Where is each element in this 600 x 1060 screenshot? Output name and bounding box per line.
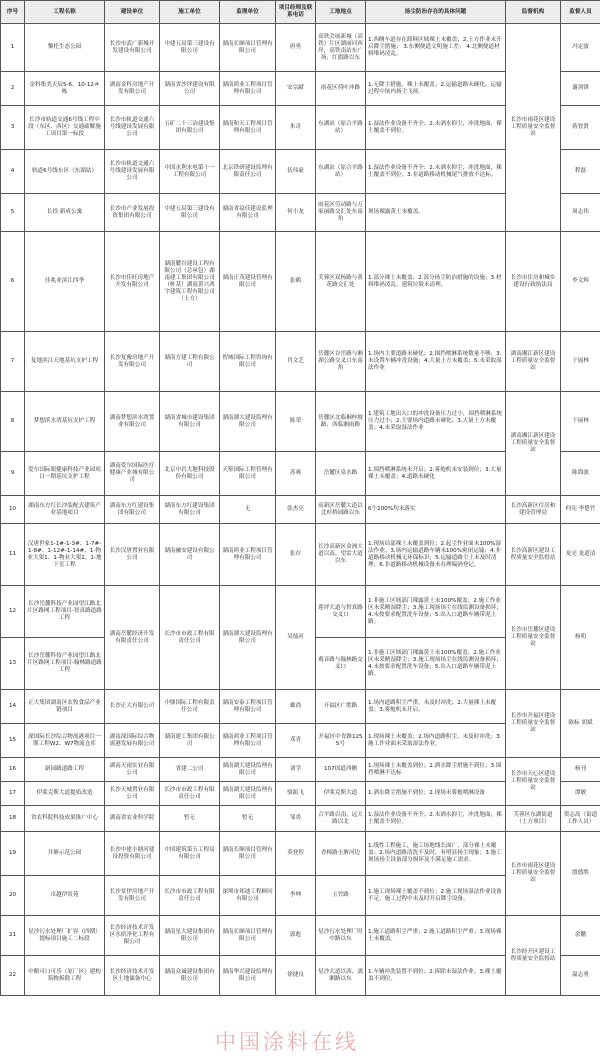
row-no: 16 <box>1 758 25 782</box>
builder: 长沙景伊房地产开发有限公司 <box>105 876 160 916</box>
supervisor: 湖南安泰工程项目管理有限公司 <box>220 690 276 724</box>
project-name: 黎托生态公园 <box>25 24 105 72</box>
row-no: 13 <box>1 638 25 690</box>
builder: 长沙经济技术开发区水质净化工程有限公司 <box>105 916 160 956</box>
project-name: 长投·新成公寓 <box>25 194 105 232</box>
project-manager: 张鹤 <box>276 232 316 332</box>
contractor: 中国建筑第五工程局有限公司 <box>160 832 220 876</box>
issue-text: 1.湿法作业设备不齐全；2.未洒水抑尘，冲洗地面，裸土覆盖不到位。 <box>366 806 506 832</box>
row-no: 12 <box>1 586 25 638</box>
project-manager: 伍伟豪 <box>276 150 316 194</box>
site-location: 岳麓区泉水路 <box>316 452 366 496</box>
staff: 李文辉 <box>561 232 600 332</box>
issue-text: 1.部分裸土未覆盖；2.部分扬尘防治措施的设施；3.材料堆码凌乱、建筑垃圾未清理。 <box>366 232 506 332</box>
supervisor: 暂无 <box>220 806 276 832</box>
builder: 长沙天城置业有限公司 <box>105 782 160 806</box>
supervisor: 北京铁研建设监理有限责任公司 <box>220 150 276 194</box>
staff: 杨刊 <box>561 758 600 782</box>
issue-text: 1.场内道路积尘严重，未及时冲洗；2.大量裸土未覆盖；3.雾炮机未开启。 <box>366 690 506 724</box>
issue-text: 1.湿法作业设备不齐全；2.未洒水抑尘，冲洗地面，裸土覆盖不到位；3.非道路移动机械尾气排放不达标。 <box>366 150 506 194</box>
project-manager: 徐捷良 <box>276 956 316 996</box>
watermark: 中国涂料在线 <box>215 1030 359 1054</box>
project-name: 新园路道路工程 <box>25 758 105 782</box>
row-no: 10 <box>1 496 25 524</box>
issue-text: 1.施工现场裸土覆盖不到位；2.施工现场湿法作业设备不足，施工过程中未及时开启降尘设备。 <box>366 876 506 916</box>
issue-text: 1.现场裸土未覆盖到位；2.洒水降尘措施不到位；3.围挡喷淋不达标 <box>366 758 506 782</box>
staff: 温志勇 <box>561 956 600 996</box>
supervisor: 湖南鸿业工程项目管理有限公司 <box>220 72 276 106</box>
row-no: 11 <box>1 524 25 586</box>
builder: 湖南东方红建设集团有限公司 <box>105 496 160 524</box>
staff: 于展林 <box>561 392 600 452</box>
row-no: 4 <box>1 150 25 194</box>
project-manager: 莫登智 <box>276 832 316 876</box>
issue-text: 1.围挡喷淋系统未开启；2.雾炮机未安装到位；3.大量裸土未覆盖；4.道路未硬化 <box>366 452 506 496</box>
staff: 蒋智贤 <box>561 106 600 150</box>
site-location: 开福区中青路1255号 <box>316 724 366 758</box>
supervision-org: 长沙市住房和城乡建设行政执法局 <box>506 232 561 332</box>
row-no: 20 <box>1 876 25 916</box>
builder: 长沙复豫房地产开发有限公司 <box>105 332 160 392</box>
builder: 长沙经济技术开发区土地储备中心 <box>105 956 160 996</box>
table-row <box>1 524 600 586</box>
supervision-org: 长沙高新区建设工程质量安全监督站 <box>506 524 561 586</box>
staff: 陈标 胡斌 <box>561 690 600 758</box>
site-location: 观音路与翰林路交叉口 <box>316 638 366 690</box>
project-name: 卓越伊景苑 <box>25 876 105 916</box>
row-no: 19 <box>1 832 25 876</box>
project-manager: 陈荣 <box>276 392 316 452</box>
builder: 长沙中建圭塘河建设投资有限公司 <box>105 832 160 876</box>
site-location: 星沙大道以西、漓湘路以东 <box>316 956 366 996</box>
project-manager: 张存 <box>276 524 316 586</box>
staff: 余鹏 <box>561 916 600 956</box>
staff: 冯定波 <box>561 24 600 72</box>
issue-text: 1.线性工程施工，施工场地线长面广，部分裸土未覆盖；2.场内道路清洗不及时，有明显扬尘现象；3.施工现场扬尘设备部分损坏及不满足施工需求。 <box>366 832 506 876</box>
builder: 长沙市武广新城开发建设有限公司 <box>105 24 160 72</box>
site-location: 合平路以南、远大路以北 <box>316 806 366 832</box>
project-name: 梦想滨水湾基坑支护工程 <box>25 392 105 452</box>
supervision-org: 长沙高新区住房和建设管理局 <box>506 496 561 524</box>
supervisor: 湖南长顺项目管理有限公司 <box>220 916 276 956</box>
project-name: 佳兆业滨江四季 <box>25 232 105 332</box>
project-name: 星沙污水处理厂扩容（四期）提标项目施工二标段 <box>25 916 105 956</box>
builder: 湖南省农业科学院 <box>105 806 160 832</box>
project-manager: 郭彪 <box>276 916 316 956</box>
site-location: 东湖站（原合平路站） <box>316 150 366 194</box>
supervisor: 智城国际工程咨询有限公司 <box>220 332 276 392</box>
project-name: 井塘示范公园 <box>25 832 105 876</box>
project-manager: 苏赛 <box>276 452 316 496</box>
issue-text: 1.现场局部裸土未覆盖到位；2.起尘作业面未100%湿法作业；3.场内运输道路车辆未100%密闭运输；4.非道路移动机械无环保标识；5.运输道路尘土未及时清理；6.非道路移动机械设备未办理编码登记。 <box>366 524 506 586</box>
project-manager: 何小龙 <box>276 194 316 232</box>
issue-text: 1.非施工区域部门裸露黄土未100%覆盖；2.施工作业区未采精湿降尘；3.施工现场场尘在线监测设备损坏；4.未按要求配置洗车设备；5.出入口道路车辆带泥上路。 <box>366 638 506 690</box>
issue-text: 1.洒水降尘措施不到位；2.现场未雾炮喷淋设备 <box>366 782 506 806</box>
row-no: 18 <box>1 806 25 832</box>
issue-text: 1.建筑工地出入口的冲洗设备压力过小，围挡喷淋系统压力过小；2.主要场内道路未硬化；3.大量土方未覆盖；4.未采取湿法作业 <box>366 392 506 452</box>
supervisor: 湖南湖大建设监理有限公司 <box>220 586 276 690</box>
staff: 谭敏 <box>561 782 600 806</box>
supervisor: 湖南华兴建设监理有限公司 <box>220 956 276 996</box>
contractor: 长沙市市政工程有限责任公司 <box>160 782 220 806</box>
site-location: 雨花区荷叶冲路 <box>316 72 366 106</box>
project-name: 长沙岳麓科技产业园望江路北片区路网工程项目-翰林路道路工程 <box>25 638 105 690</box>
supervisor: 湖南湖大建设监理有限公司 <box>220 782 276 806</box>
table-row <box>1 916 600 956</box>
issue-text: 1.施工道路积尘严重；2.施工道路积尘严重；3.现场裸土未覆盖。 <box>366 916 506 956</box>
contractor: 中建五局第三建设有限公司 <box>160 24 220 72</box>
site-location: 长沙高新区金洲大道以南、望雷大道以东 <box>316 524 366 586</box>
row-no: 7 <box>1 332 25 392</box>
staff: 于展林 <box>561 332 600 392</box>
table-row <box>1 758 600 782</box>
project-name: 轨道6号线东区（东湖站） <box>25 150 105 194</box>
table-row <box>1 232 600 332</box>
supervisor: 湖南鸿业工程项目管理有限公司 <box>220 724 276 758</box>
row-no: 21 <box>1 916 25 956</box>
header-pm: 项目经理及联系电话 <box>276 1 316 24</box>
project-name: 复地滨江天地基坑支护工程 <box>25 332 105 392</box>
site-location: 芙蓉区双杨路与黄花路交汇处 <box>316 232 366 332</box>
project-name: 爱尔国际眼健康科技产业园项目一期基坑支护工程 <box>25 452 105 496</box>
contractor: 五矿二十三冶建设集团有限公司 <box>160 106 220 150</box>
row-no: 8 <box>1 392 25 452</box>
project-name: 中粮可口可乐（原厂区）建构筑物拆除工程 <box>25 956 105 996</box>
builder: 长沙正大有限公司 <box>105 690 160 724</box>
issue-text: 6个100%均未落实 <box>366 496 506 524</box>
site-location: 高铁会展新城（高铁）片区湖丽河西岸，高铁南站东广场，红旗路以东 <box>316 24 366 72</box>
header-issues: 扬尘防治存在的具体问题 <box>366 1 506 24</box>
builder: 长沙市产业发展投资集团有限公司 <box>105 194 160 232</box>
site-location: 雨花区劳动路与万家丽路交汇处东南角 <box>316 194 366 232</box>
project-manager: 刘学 <box>276 758 316 782</box>
header-no: 序号 <box>1 1 25 24</box>
row-no: 9 <box>1 452 25 496</box>
builder: 湖南深国际综合物流港发展有限公司 <box>105 724 160 758</box>
staff: 周志伟 <box>561 194 600 232</box>
staff: 陈海波 <box>561 452 600 496</box>
supervisor: 深圳市邦迪工程顾问有限公司 <box>220 876 276 916</box>
supervision-org: 长沙市雨花区建设工程质量安全监督站 <box>506 832 561 916</box>
header-supervisor: 监理单位 <box>220 1 276 24</box>
site-location: 高新区岳麓大道以北杉桥园路以东 <box>316 496 366 524</box>
builder: 长沙市轨道交通六号线建设发展有限公司 <box>105 106 160 150</box>
supervision-org: 长沙经开区建设工程质量安全监督站 <box>506 916 561 996</box>
supervisor: 湖南正茂建设管理有限公司 <box>220 232 276 332</box>
site-location: 岳麓区北临桐梓坡路，西临湘雨路 <box>316 392 366 452</box>
project-manager: 安宗献 <box>276 72 316 106</box>
project-name: 伊莱克斯大道提质改造 <box>25 782 105 806</box>
issue-text: 现场裸露黄土未覆盖。 <box>366 194 506 232</box>
contractor: 湖南众诚建设集团有限公司 <box>160 956 220 996</box>
row-no: 3 <box>1 106 25 150</box>
staff: 龙亮 龙道清 <box>561 524 600 586</box>
site-location: 香樟路圭塘河边 <box>316 832 366 876</box>
project-manager: 邹炎 <box>276 806 316 832</box>
site-location: 伊莱克斯大道 <box>316 782 366 806</box>
row-no: 6 <box>1 232 25 332</box>
supervisor: 湖南鸿业工程项目管理有限公司 <box>220 524 276 586</box>
project-name: 长沙市轨道交通6号线工程中段（东区、西区）交通疏解施工项目第一标段 <box>25 106 105 150</box>
builder: 湖南金科房地产开发有限公司 <box>105 72 160 106</box>
supervision-org: 长沙市岳麓区建设工程质量安全监督站 <box>506 586 561 690</box>
issue-text: 1.非施工区域部门裸露黄土未100%覆盖；2.施工作业区未采精湿降尘；3.施工现场场尘在线监测设备损坏；4.未按要求配置洗车设备；5.出入口道路车辆带泥上路。 <box>366 586 506 638</box>
contractor: 中建五局第三建设有限公司 <box>160 194 220 232</box>
table-row <box>1 832 600 876</box>
supervisor: 湖南省益佳建设监理有限公司 <box>220 194 276 232</box>
table-row <box>1 496 600 524</box>
contractor: 湖南方建工程有限公司 <box>160 332 220 392</box>
project-name: 湖南东方红长沙装配式建筑产业基地项目 <box>25 496 105 524</box>
staff: 杨明 <box>561 586 600 690</box>
builder: 长沙市轨道交通六号线建设发展有限公司 <box>105 150 160 194</box>
supervisor: 湖南长顺项目管理有限公司 <box>220 24 276 72</box>
row-no: 1 <box>1 24 25 72</box>
row-no: 22 <box>1 956 25 996</box>
contractor: 湖南东方红建设集团有限公司 <box>160 496 220 524</box>
contractor: 湖南建工集团有限公司 <box>160 724 220 758</box>
header-org: 监督机构 <box>506 1 561 24</box>
contractor: 湖南省沙坪建设有限公司 <box>160 72 220 106</box>
contractor: 长沙市市政工程有限责任公司 <box>160 876 220 916</box>
supervision-org: 长沙市雨花区建设工程质量安全监督站 <box>506 24 561 232</box>
builder: 长沙汉唐置业有限公司 <box>105 524 160 586</box>
contractor: 暂无 <box>160 806 220 832</box>
project-manager: 李坤 <box>276 876 316 916</box>
supervision-org: 长沙市天心区建设工程质量安全监督站 <box>506 758 561 806</box>
project-manager: 张杰亮 <box>276 496 316 524</box>
issue-text: 1.湿法作业设备不齐全；2.未洒水抑尘，冲洗地面，裸土覆盖不到位。 <box>366 106 506 150</box>
row-no: 14 <box>1 690 25 724</box>
contractor: 湖南省城市建设集团有限公司 <box>160 392 220 452</box>
project-name: 深国际长沙综合物流港项目一期工程W2、W7物流仓库 <box>25 724 105 758</box>
row-no: 5 <box>1 194 25 232</box>
table-row <box>1 690 600 724</box>
builder: 湖南天雨实业有限公司 <box>105 758 160 782</box>
staff: 何宪 李楚竹 <box>561 496 600 524</box>
supervisor: 无 <box>220 496 276 524</box>
builder: 湖南岳麓经济开发有限责任公司 <box>105 586 160 690</box>
supervision-org: 长沙市开福区建设工程质量安全监督站 <box>506 690 561 758</box>
site-location: 岳麓区谷岳路与湘湖公路交叉口东南角 <box>316 332 366 392</box>
site-location: 开福区广胜路 <box>316 690 366 724</box>
project-manager: 肖文艺 <box>276 332 316 392</box>
builder: 湖南爱尔国际医疗健康产业城有限公司 <box>105 452 160 496</box>
row-no: 15 <box>1 724 25 758</box>
project-name: 金科集美天辰5-6、10-12＃栋 <box>25 72 105 106</box>
supervisor: 湖南湖大建设监理有限公司 <box>220 392 276 452</box>
site-location: 东湖站（原合平路站） <box>316 106 366 150</box>
contractor: 省建二公司 <box>160 758 220 782</box>
supervisor: 湖南湖大建设监理有限公司 <box>220 758 276 782</box>
project-manager: 雄尚 <box>276 690 316 724</box>
contractor: 湖南融安建设有限公司 <box>160 524 220 586</box>
supervision-org: 芙蓉区东湖街道（土方项目） <box>506 806 561 832</box>
staff: 殷德胜 <box>561 832 600 916</box>
supervisor: 天鉴国际工程管理有限公司 <box>220 452 276 496</box>
contractor: 中鼎国际工程有限责任公司 <box>160 690 220 724</box>
project-name: 汉唐世家1-1#-1-3#、1-7#-1-8#、1-12#-1-14#、1-物业大架1、1-物业大架2、1-地下室工程 <box>25 524 105 586</box>
header-site: 工地地点 <box>316 1 366 24</box>
supervisor: 湖南和天工程项目管理有限公司 <box>220 106 276 150</box>
contractor: 湖南星大建设集团有限公司 <box>160 916 220 956</box>
staff: 贺志高（街道工作人员） <box>561 806 600 832</box>
header-row <box>1 1 600 24</box>
table-row <box>1 392 600 452</box>
supervision-org: 湖南湘江新区建设工程质量安全监督站 <box>506 332 561 392</box>
table-row <box>1 332 600 392</box>
issue-text: 1.无降尘措施，裸土未覆盖；2.运输道路未硬化，运输过程中场内扬尘飞扬。 <box>366 72 506 106</box>
project-manager: 骆振飞 <box>276 782 316 806</box>
site-location: 莲坪大道与智真路交叉口 <box>316 586 366 638</box>
project-manager: 吴灿河 <box>276 586 316 690</box>
issue-text: 1.西侧车道存在卸料区域裸土未覆盖；2.土方作业未开启降尘措施； 3.东侧便道文明施工差； 4.北侧便道材料堆码凌乱。 <box>366 24 506 72</box>
project-name: 长沙岳麓科技产业园望江路北片区路网工程项目-智真路道路工程 <box>25 586 105 638</box>
builder: 长沙市佳旺房地产开发有限公司 <box>105 232 160 332</box>
contractor: 中国水利水电第十一工程有限公司 <box>160 150 220 194</box>
staff: 程磊 <box>561 150 600 194</box>
table-row <box>1 806 600 832</box>
contractor: 北京中岩大地科技股份有限公司 <box>160 452 220 496</box>
site-location: 星沙污水处理厂时中路以东 <box>316 916 366 956</box>
supervision-org: 湖南湘江新区建设工程质量安全监督站 <box>506 392 561 496</box>
issue-text: 1.现场裸土未覆盖；2.场内道路积尘，未及时冲洗；3.施工作业面未采取湿法作业。 <box>366 724 506 758</box>
header-staff: 监督人员 <box>561 1 600 24</box>
header-project: 工程名称 <box>25 1 105 24</box>
header-builder: 建设单位 <box>105 1 160 24</box>
header-contractor: 施工单位 <box>160 1 220 24</box>
issue-text: 1.场内主要道路未硬化；2.围挡喷淋系统数量不够；3.未设置车辆冲洗设施；4.大量土方未覆盖；5.未采取湿法作业 <box>366 332 506 392</box>
site-location: 玉竹路 <box>316 876 366 916</box>
supervisor: 湖南长顺项目管理有限公司 <box>220 832 276 876</box>
site-location: 107国道西侧 <box>316 758 366 782</box>
issue-text: 1.车辆冲洗装置不到位；2.拆除未湿法作业；3.裸土覆盖不到位。 <box>366 956 506 996</box>
staff: 谢剑锋 <box>561 72 600 106</box>
builder: 湖南梦想滨水湾置业有限公司 <box>105 392 160 452</box>
contractor: 长沙市市政工程有限责任公司 <box>160 586 220 690</box>
project-name: 正大集团湖南区农牧食品产业链项目 <box>25 690 105 724</box>
row-no: 2 <box>1 72 25 106</box>
project-manager: 唐勇 <box>276 24 316 72</box>
contractor: 湖南麓谷建设工程有限公司（总承包）湖南建工集团有限公司（桩基）湖南黄兴鸿宇建筑工程有限公司（土方） <box>160 232 220 332</box>
row-no: 17 <box>1 782 25 806</box>
table-row <box>1 586 600 638</box>
table-row <box>1 24 600 72</box>
project-name: 省农科院科技成果推广中心 <box>25 806 105 832</box>
project-manager: 朱奇 <box>276 106 316 150</box>
project-manager: 邓青 <box>276 724 316 758</box>
